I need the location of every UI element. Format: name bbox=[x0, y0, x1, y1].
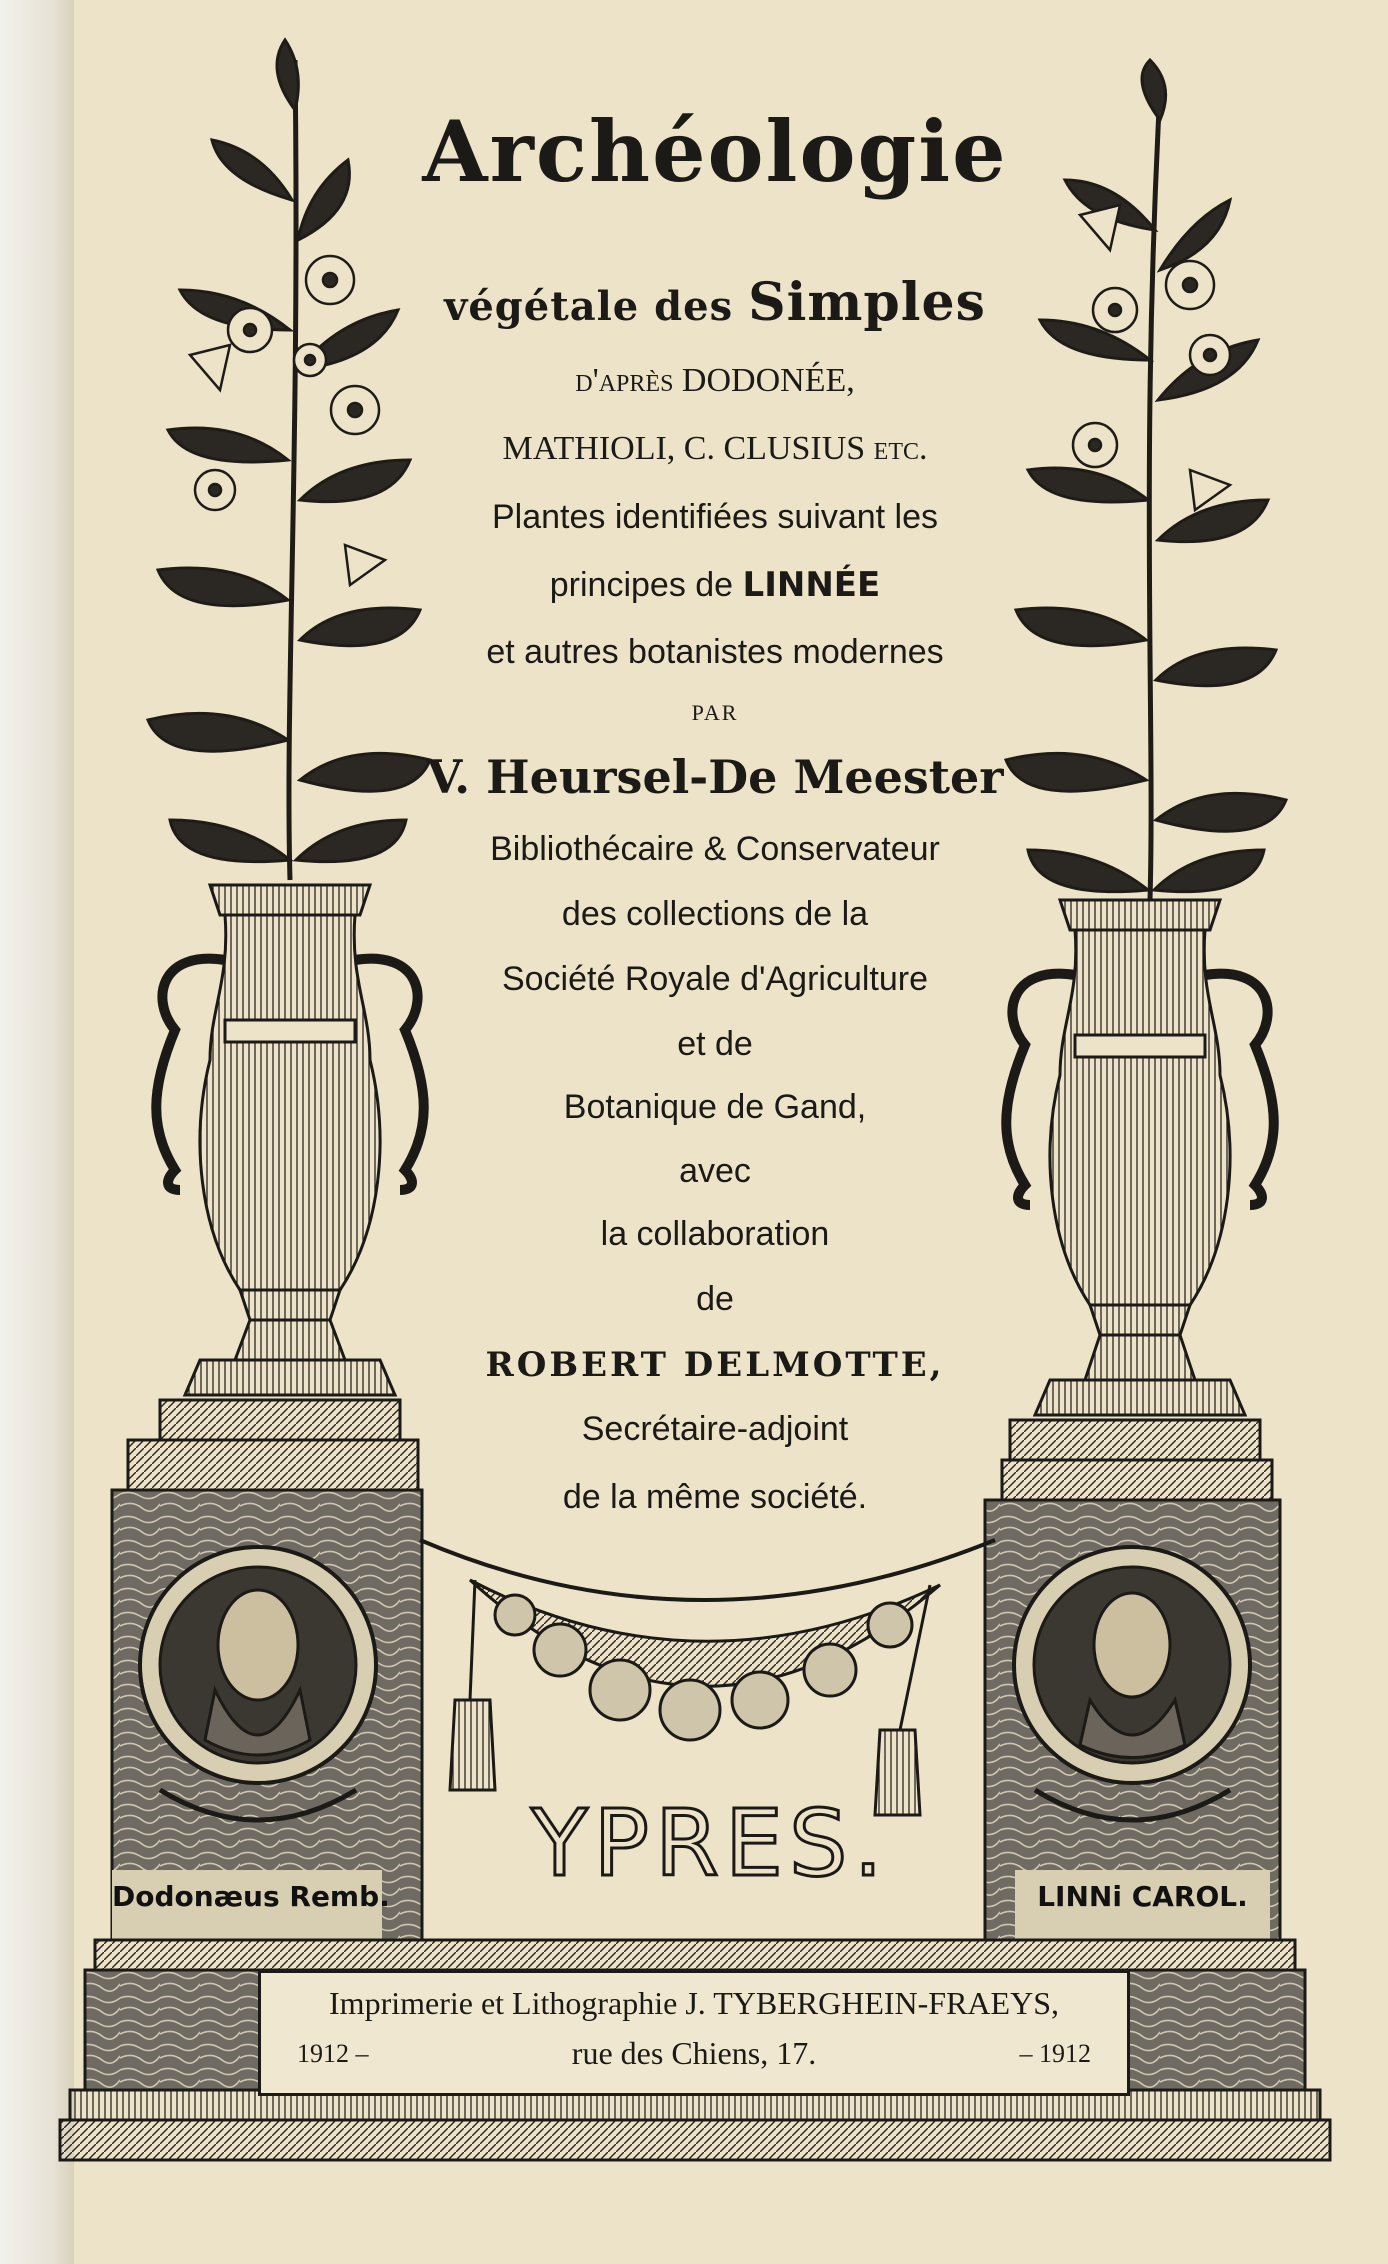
left-vase bbox=[156, 885, 424, 1440]
book-title: Archéologie bbox=[422, 102, 1008, 201]
text-line-10: Botanique de Gand, bbox=[563, 1088, 867, 1126]
imprint-address: rue des Chiens, 17. bbox=[571, 2035, 817, 2071]
linnee-name: LINNÉE bbox=[742, 565, 881, 605]
text-line-9: et de bbox=[677, 1025, 753, 1063]
right-vase bbox=[1006, 900, 1274, 1460]
right-flower-stalk bbox=[1006, 60, 1286, 900]
text-line-4-prefix: principes de bbox=[549, 566, 734, 604]
text-line-3: Plantes identifiées suivant les bbox=[491, 498, 939, 536]
subtitle-part-2: Simples bbox=[748, 272, 986, 333]
text-line-12: la collaboration bbox=[600, 1215, 830, 1253]
left-pedestal bbox=[112, 1440, 422, 1940]
text-line-14: Secrétaire-adjoint bbox=[581, 1410, 849, 1448]
book-subtitle bbox=[420, 272, 1010, 333]
text-line-7: des collections de la bbox=[561, 895, 869, 933]
imprint-panel bbox=[258, 1970, 1130, 2096]
right-pedestal bbox=[985, 1460, 1280, 1940]
text-line-4 bbox=[420, 565, 1010, 605]
left-plaque-label: Dodonæus Remb. bbox=[112, 1880, 390, 1913]
imprint-printer: Imprimerie et Lithographie J. TYBERGHEIN-FRAEYS, bbox=[329, 1985, 1059, 2021]
fruit-garland bbox=[420, 1540, 995, 1815]
par-label: PAR bbox=[691, 700, 739, 725]
text-line-11: avec bbox=[679, 1152, 751, 1190]
imprint-year-right: – 1912 bbox=[1019, 2039, 1091, 2068]
collaborator-name: ROBERT DELMOTTE, bbox=[485, 1345, 945, 1385]
text-line-13: de bbox=[696, 1280, 734, 1318]
city-name: YPRES. bbox=[531, 1790, 889, 1897]
author-name: V. Heursel-De Meester bbox=[426, 750, 1004, 804]
right-plaque-label: LINNi CAROL. bbox=[1037, 1880, 1248, 1913]
text-line-15: de la même société. bbox=[562, 1478, 868, 1516]
text-line-1: d'après DODONÉE, bbox=[575, 362, 855, 399]
left-flower-stalk bbox=[148, 40, 430, 880]
text-line-5: et autres botanistes modernes bbox=[486, 633, 944, 671]
text-line-6: Bibliothécaire & Conservateur bbox=[490, 830, 940, 868]
text-line-8: Société Royale d'Agriculture bbox=[501, 960, 929, 998]
imprint-year-left: 1912 – bbox=[297, 2039, 369, 2068]
subtitle-part-1: végétale des bbox=[444, 283, 734, 330]
text-line-2: MATHIOLI, C. CLUSIUS etc. bbox=[502, 430, 928, 467]
